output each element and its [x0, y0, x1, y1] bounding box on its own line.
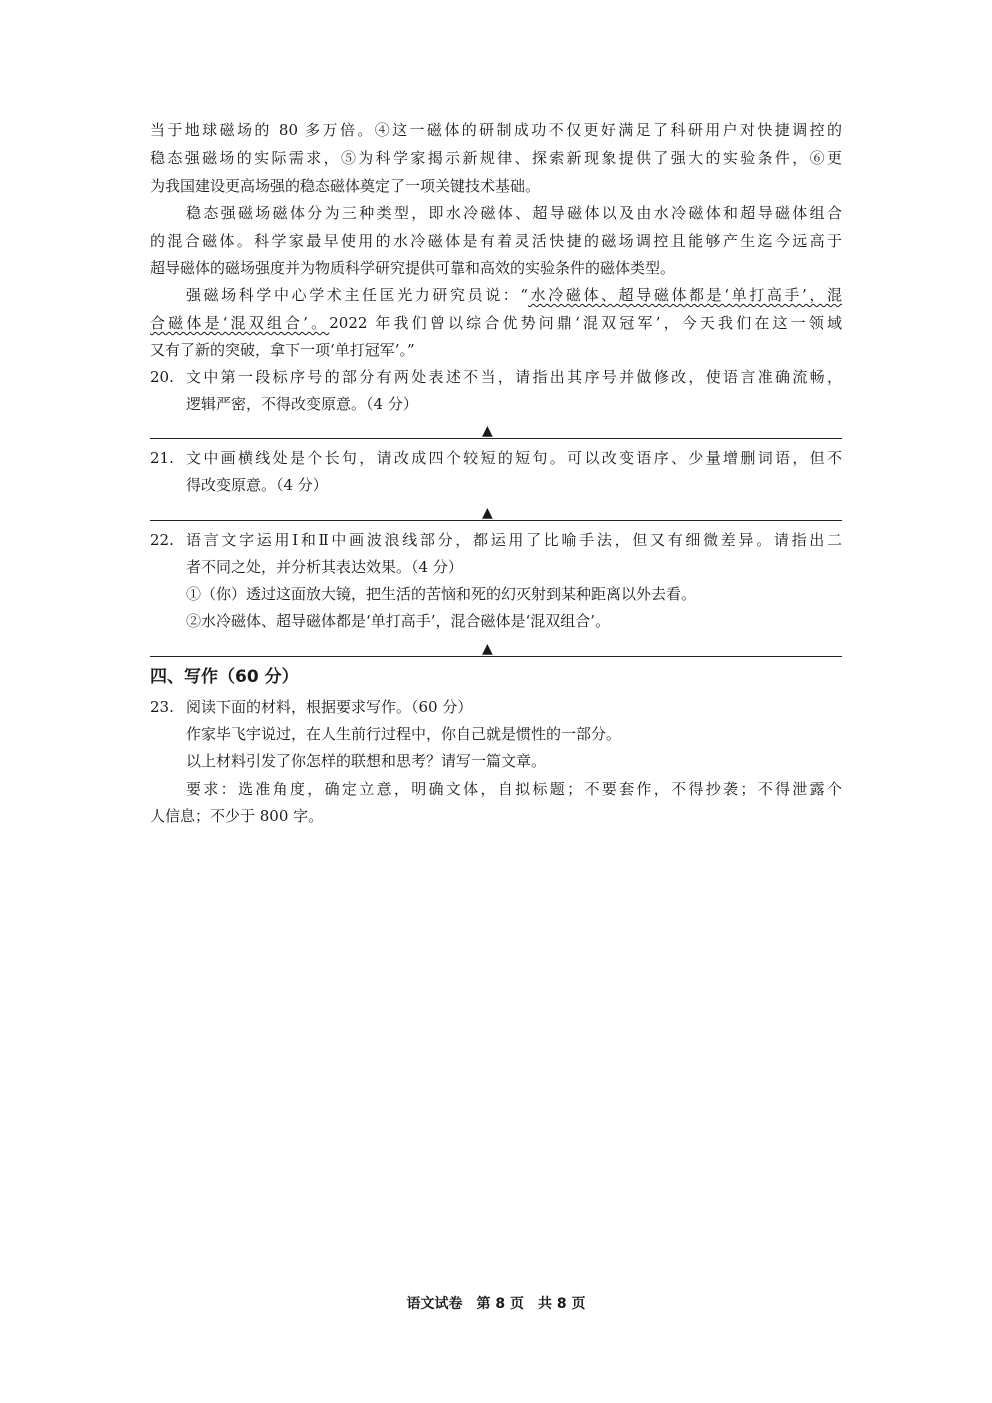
- q22-number: 22.: [150, 531, 174, 549]
- paragraph3-line1: [186, 285, 842, 305]
- q22-answer-marker: ▲: [482, 641, 493, 657]
- q23-number: 23.: [150, 698, 174, 716]
- page-footer: 语文试卷 第 8 页 共 8 页: [406, 1296, 586, 1312]
- q23-prompt: 以上材料引发了你怎样的联想和思考？请写一篇文章。: [186, 752, 547, 770]
- q21-line2: 得改变原意。（4 分）: [186, 476, 328, 494]
- q23-requirements-line1: 要求：选准角度，确定立意，明确文体，自拟标题；不要套作，不得抄袭；不得泄露个: [186, 780, 842, 798]
- q23-requirements-line2: 人信息；不少于 800 字。: [150, 807, 324, 825]
- paragraph2-line3: 超导磁体的磁场强度并为物质科学研究提供可靠和高效的实验条件的磁体类型。: [150, 259, 676, 277]
- paragraph3-line1-wavy: 水冷磁体、超导磁体都是‘单打高手’，混: [528, 286, 842, 304]
- section4-heading: 四、写作（60 分）: [150, 667, 299, 687]
- q22-line1: 语言文字运用Ⅰ和Ⅱ中画波浪线部分，都运用了比喻手法，但又有细微差异。请指出二: [186, 531, 842, 549]
- q21-answer-marker: ▲: [482, 505, 493, 521]
- paragraph2-line1: 稳态强磁场磁体分为三种类型，即水冷磁体、超导磁体以及由水冷磁体和超导磁体组合: [186, 204, 842, 222]
- paragraph3-line2-wavy: 合磁体是‘混双组合’。: [150, 314, 330, 332]
- q20-number: 20.: [150, 368, 174, 386]
- q20-line2: 逻辑严密，不得改变原意。（4 分）: [186, 395, 418, 413]
- q23-line1: 阅读下面的材料，根据要求写作。（60 分）: [186, 698, 473, 716]
- paragraph3-line3: 又有了新的突破，拿下一项‘单打冠军’。”: [150, 341, 415, 359]
- q20-answer-marker: ▲: [482, 423, 493, 439]
- paragraph3-line1-plain: 强磁场科学中心学术主任匡光力研究员说：“: [186, 286, 529, 304]
- paragraph1-line1: 当于地球磁场的 80 多万倍。④这一磁体的研制成功不仅更好满足了科研用户对快捷调控的: [150, 121, 842, 139]
- q22-answer-line[interactable]: [150, 656, 842, 657]
- paragraph1-line2: 稳态强磁场的实际需求，⑤为科学家揭示新规律、探索新现象提供了强大的实验条件，⑥更: [150, 149, 842, 167]
- q22-item2: ②水冷磁体、超导磁体都是‘单打高手’，混合磁体是‘混双组合’。: [186, 612, 611, 630]
- q22-line2: 者不同之处，并分析其表达效果。（4 分）: [186, 558, 463, 576]
- q20-line1: 文中第一段标序号的部分有两处表述不当，请指出其序号并做修改，使语言准确流畅，: [186, 368, 842, 386]
- paragraph3-line2-plain: 2022 年我们曾以综合优势问鼎‘混双冠军’，今天我们在这一领域: [329, 314, 842, 332]
- q21-line1: 文中画横线处是个长句，请改成四个较短的短句。可以改变语序、少量增删词语，但不: [186, 449, 842, 467]
- q22-item1: ①（你）透过这面放大镜，把生活的苦恼和死的幻灭射到某种距离以外去看。: [186, 585, 697, 603]
- q21-number: 21.: [150, 449, 174, 467]
- q23-material: 作家毕飞宇说过，在人生前行过程中，你自己就是惯性的一部分。: [186, 725, 622, 743]
- paragraph3-line2: [150, 313, 842, 333]
- paragraph2-line2: 的混合磁体。科学家最早使用的水冷磁体是有着灵活快捷的磁场调控且能够产生迄今远高于: [150, 232, 842, 250]
- paragraph1-line3: 为我国建设更高场强的稳态磁体奠定了一项关键技术基础。: [150, 177, 541, 195]
- q20-answer-line[interactable]: [150, 438, 842, 439]
- q21-answer-line[interactable]: [150, 520, 842, 521]
